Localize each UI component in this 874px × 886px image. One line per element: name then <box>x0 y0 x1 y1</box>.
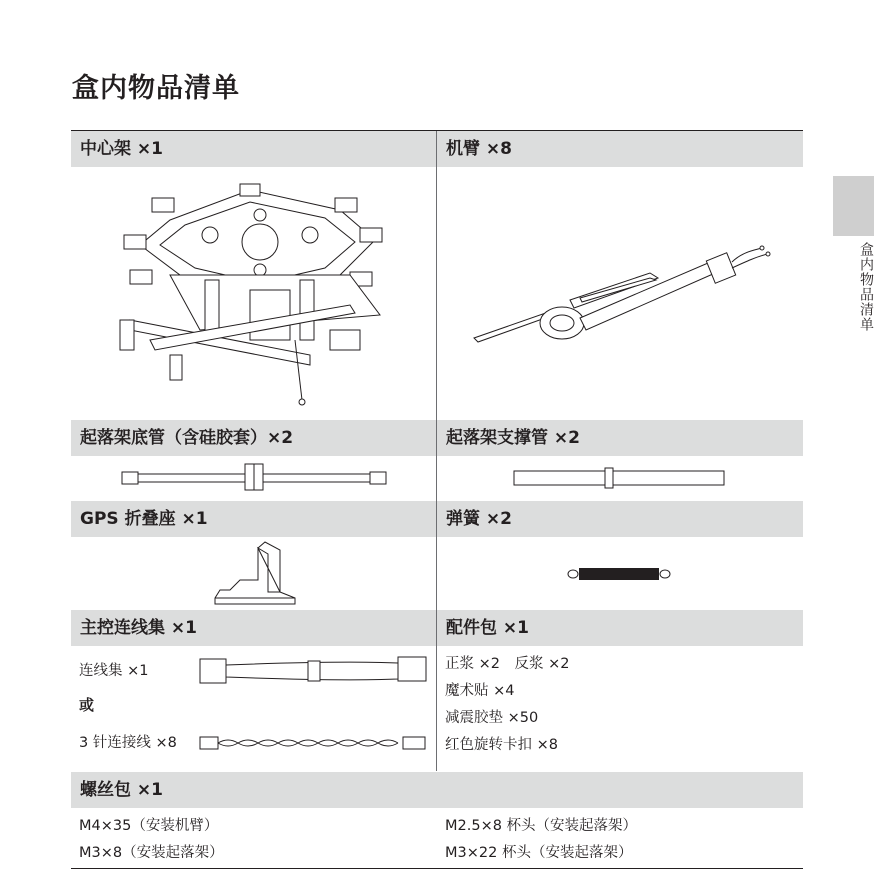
screw-left-2: M3×8（安装起落架） <box>79 845 224 861</box>
accessory-line-3: 减震胶垫 ×50 <box>445 710 539 726</box>
side-tab-label: 盒内物品清单 <box>858 242 874 332</box>
spring-header: 弹簧 ×2 <box>437 501 803 537</box>
landing-gear-support-header: 起落架支撑管 ×2 <box>437 420 803 456</box>
landing-gear-tube-header: 起落架底管（含硅胶套）×2 <box>71 420 436 456</box>
gps-mount-illustration <box>210 540 300 608</box>
arm-header: 机臂 ×8 <box>437 131 803 167</box>
side-tab[interactable] <box>833 176 874 236</box>
screw-pack-header: 螺丝包 ×1 <box>71 772 803 808</box>
main-cable-header: 主控连线集 ×1 <box>71 610 436 646</box>
center-frame-illustration <box>110 180 410 410</box>
screw-left-1: M4×35（安装机臂） <box>79 818 219 834</box>
or-text: 或 <box>79 696 95 714</box>
pin-cable-illustration <box>198 735 430 751</box>
accessory-pack-header: 配件包 ×1 <box>437 610 803 646</box>
pin-cable-text: 3 针连接线 ×8 <box>79 735 177 751</box>
center-frame-header: 中心架 ×1 <box>71 131 436 167</box>
landing-gear-tube-illustration <box>120 462 390 492</box>
table-bottom-rule <box>71 868 803 869</box>
gps-mount-header: GPS 折叠座 ×1 <box>71 501 436 537</box>
screw-right-2: M3×22 杯头（安装起落架） <box>445 845 633 861</box>
accessory-line-2: 魔术贴 ×4 <box>445 683 515 699</box>
landing-gear-support-illustration <box>513 467 728 489</box>
screw-right-1: M2.5×8 杯头（安装起落架） <box>445 818 638 834</box>
cable-set-text: 连线集 ×1 <box>79 663 149 679</box>
page-title: 盒内物品清单 <box>72 73 240 104</box>
accessory-line-4: 红色旋转卡扣 ×8 <box>445 737 558 753</box>
spring-illustration <box>567 564 672 584</box>
cable-set-illustration <box>198 655 430 687</box>
arm-illustration <box>470 238 780 348</box>
accessory-line-1: 正浆 ×2 反浆 ×2 <box>445 656 570 672</box>
